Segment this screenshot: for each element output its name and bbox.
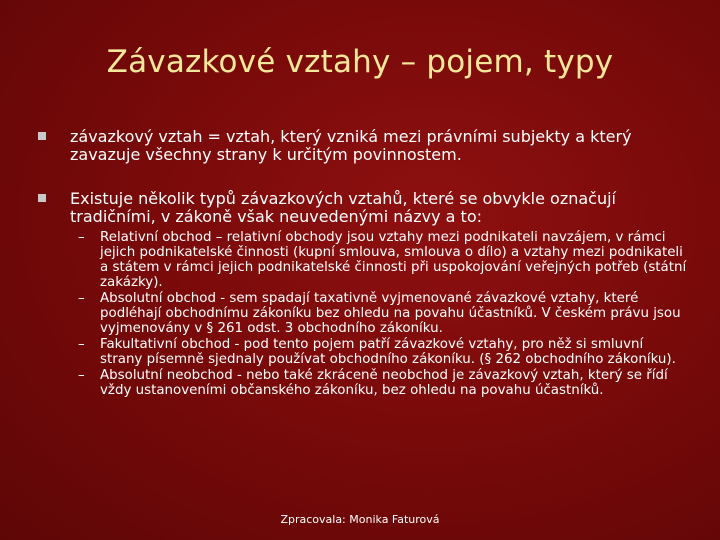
bullet-text: Existuje několik typů závazkových vztahů, které se obvykle označují tradičními, v zákoně však neuvedenými názvy a to: [70,189,616,226]
sub-item-term: Absolutní obchod [100,291,216,306]
bullet-term: závazkový vztah [70,127,203,146]
sub-item-absolute-nontrade [78,368,688,398]
sub-item-text: - pod tento pojem patří závazkové vztahy, pro něž si smluvní strany písemně sjednaly používat obchodního zákoníku. (§ 262 obchodního zákoníku). [100,337,676,367]
sub-item-text: - sem spadají taxativně vyjmenované závazkové vztahy, které podléhají obchodnímu zákoníku bez ohledu na povahu účastníků. V českém právu jsou vyjmenovány v § 261 odst. 3 obchodního zákoníku. [100,291,681,336]
dash-marker: – [78,291,85,306]
sub-item-relative-trade [78,230,688,290]
dash-marker: – [78,368,85,383]
bullet-text: = vztah, který vzniká mezi právními subjekty a který zavazuje všechny strany k určitým povinnostem. [70,127,632,164]
square-bullet-icon [38,132,46,140]
dash-marker: – [78,337,85,352]
slide-footer: Zpracovala: Monika Faturová [280,513,440,526]
sub-item-term: Relativní obchod [100,230,212,245]
sub-item-term: Fakultativní obchod [100,337,231,352]
sub-item-absolute-trade [78,291,688,336]
slide-content [38,128,688,399]
sub-item-text: – relativní obchody jsou vztahy mezi podnikateli navzájem, v rámci jejich podnikatelské činnosti (kupní smlouva, smlouva o dílo) a vztahy mezi podnikateli a státem v rámci jejich podnikatelské činnosti při uspokojování veřejných potřeb (státní zakázky). [100,230,687,290]
bullet-item-types [38,190,688,226]
square-bullet-icon [38,194,46,202]
slide-title: Závazkové vztahy – pojem, typy [106,44,614,80]
sub-item-text: - nebo také zkráceně neobchod je závazkový vztah, který se řídí vždy ustanoveními občanského zákoníku, bez ohledu na povahu účastníků. [100,368,668,398]
sub-bullet-list [38,230,688,398]
dash-marker: – [78,230,85,245]
sub-item-optional-trade [78,337,688,367]
sub-item-term: Absolutní neobchod [100,368,233,383]
bullet-item-definition [38,128,688,164]
